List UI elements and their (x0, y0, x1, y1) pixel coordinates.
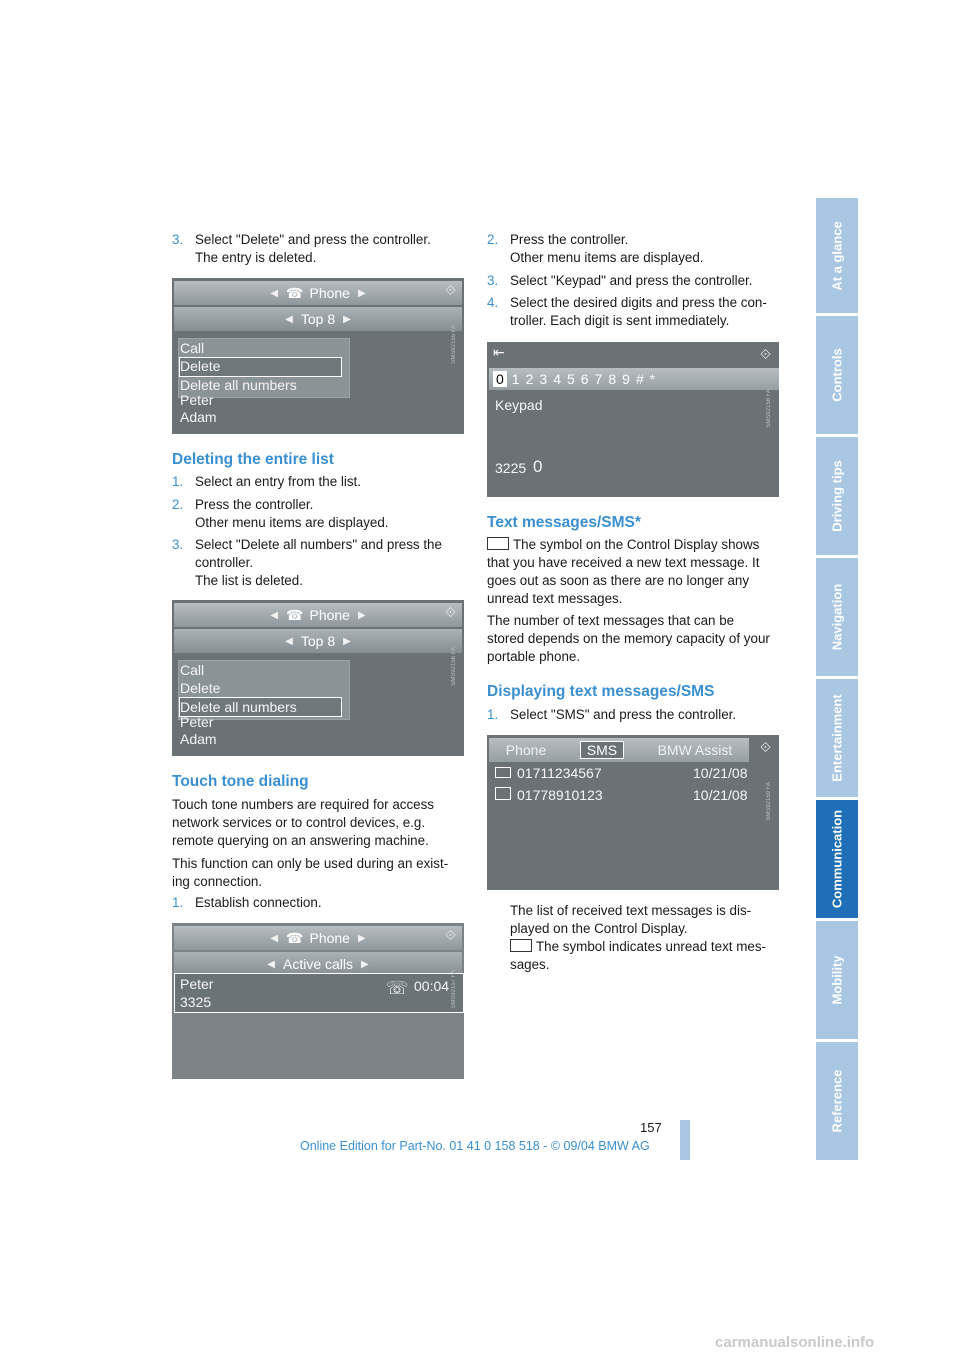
digit-key[interactable]: 7 (594, 371, 603, 387)
digit-key[interactable]: 4 (553, 371, 561, 387)
menu-item-call[interactable]: Call (180, 662, 205, 678)
step-1: 1. Select an entry from the list. (172, 474, 361, 489)
step-2: 2. Press the controller. Other menu items are displayed. (172, 497, 389, 530)
tab-controls[interactable]: Controls (816, 316, 858, 434)
phone-handset-icon: ☎ (286, 606, 304, 623)
step-1: 1. Establish connection. (172, 895, 322, 910)
digit-key[interactable]: 3 (539, 371, 548, 387)
tab-phone[interactable]: Phone (505, 742, 547, 758)
sms-paragraph-1: The symbol on the Control Display shows that you have received a new text message. It goes out as soon as there are no longer any unread text messages. (487, 537, 760, 606)
step-1: 1. Select "SMS" and press the controller. (487, 707, 737, 722)
list-item[interactable]: Peter (180, 392, 214, 408)
screen-sms-list (487, 735, 779, 890)
digit-bar (489, 368, 779, 390)
digit-key[interactable]: 6 (580, 371, 589, 387)
touch-paragraph-1: Touch tone numbers are required for access network services or to control devices, e.g. remote querying on an answering machine. (172, 797, 434, 848)
tab-at-a-glance[interactable]: At a glance (816, 198, 858, 313)
image-code: SMS92156 FA (451, 646, 457, 686)
menu-item-call[interactable]: Call (180, 340, 205, 356)
call-handset-icon: ☏ (386, 978, 409, 998)
menu-item-delete-all[interactable]: Delete all numbers (180, 377, 297, 393)
menu-item-delete[interactable]: Delete (180, 680, 221, 696)
heading-deleting-list: Deleting the entire list (172, 451, 334, 468)
digit-key[interactable]: 9 (622, 371, 630, 387)
sms-message-row[interactable]: 01778910123 (495, 787, 603, 803)
digit-key[interactable]: # (635, 371, 644, 387)
screen-subtitle-bar: ◀ Top 8 ▶ (174, 307, 462, 331)
list-item[interactable]: Adam (180, 731, 217, 747)
digit-key[interactable]: * (649, 371, 656, 387)
sms-date: 10/21/08 (693, 765, 748, 781)
page-marker (680, 1120, 690, 1160)
move-icon: ⟐ (759, 346, 771, 362)
caller-name: Peter (180, 976, 214, 992)
heading-displaying-sms: Displaying text messages/SMS (487, 683, 715, 700)
page-number: 157 (640, 1120, 662, 1135)
screen-subtitle-bar: ◀ Active calls ▶ (174, 952, 462, 976)
step-3: 3. Select "Delete all numbers" and press the controller. The list is deleted. (172, 537, 442, 588)
screen-title-bar: ◀ ☎ Phone ▶ (174, 926, 462, 950)
keypad-label: Keypad (495, 397, 543, 413)
digit-key[interactable]: 1 (511, 371, 520, 387)
heading-text-messages: Text messages/SMS* (487, 514, 641, 531)
screen-delete (172, 278, 464, 434)
tab-entertainment[interactable]: Entertainment (816, 679, 858, 797)
call-timer: 00:04 (414, 978, 450, 994)
envelope-icon (510, 939, 532, 952)
tab-navigation[interactable]: Navigation (816, 558, 858, 676)
tab-reference[interactable]: Reference (816, 1042, 858, 1160)
move-icon: ⟐ (444, 927, 456, 943)
tab-mobility[interactable]: Mobility (816, 921, 858, 1039)
back-icon[interactable]: ⇤ (493, 344, 505, 360)
envelope-icon (495, 767, 511, 778)
digit-key[interactable]: 2 (525, 371, 534, 387)
step-number: 3. (172, 232, 184, 247)
move-icon: ⟐ (759, 739, 771, 755)
digit-cursor: 0 (533, 457, 543, 476)
step-2: 2. Press the controller. Other menu items are displayed. (487, 232, 704, 265)
entered-digits: 3225 (495, 460, 527, 476)
step-3-delete: 3. Select "Delete" and press the controller. The entry is deleted. (172, 232, 431, 265)
tab-communication[interactable]: Communication (816, 800, 858, 918)
menu-item-delete-all[interactable]: Delete all numbers (180, 699, 297, 715)
digit-key[interactable]: 0 (493, 371, 507, 387)
read-message-icon (495, 787, 511, 800)
list-item[interactable]: Adam (180, 409, 217, 425)
footer-edition: Online Edition for Part-No. 01 41 0 158 518 - © 09/04 BMW AG (300, 1139, 650, 1153)
list-item[interactable]: Peter (180, 714, 214, 730)
watermark: carmanualsonline.info (715, 1334, 875, 1351)
screen-keypad (487, 342, 779, 497)
phone-handset-icon: ☎ (286, 284, 304, 301)
touch-paragraph-2: This function can only be used during an exist- ing connection. (172, 856, 449, 889)
heading-touch-tone: Touch tone dialing (172, 773, 309, 790)
screen-active-call (172, 923, 464, 1079)
digit-key[interactable]: 8 (608, 371, 617, 387)
screen-title-bar: ◀ ☎ Phone ▶ (174, 603, 462, 627)
screen-title-bar: ◀ ☎ Phone ▶ (174, 281, 462, 305)
tab-driving-tips[interactable]: Driving tips (816, 437, 858, 555)
move-icon: ⟐ (444, 282, 456, 298)
screen-subtitle-bar: ◀ Top 8 ▶ (174, 629, 462, 653)
image-code: SMS92155 FA (451, 324, 457, 364)
phone-handset-icon: ☎ (286, 929, 304, 946)
image-code: SMS92157 FA (451, 969, 457, 1009)
image-code: SMS92158 FA (766, 388, 772, 428)
sms-paragraph-2: The number of text messages that can be stored depends on the memory capacity of your portable phone. (487, 613, 770, 664)
step-3: 3. Select "Keypad" and press the controller. (487, 273, 753, 288)
move-icon: ⟐ (444, 604, 456, 620)
screen-delete-all (172, 600, 464, 756)
tab-bar (489, 738, 749, 762)
envelope-icon (487, 537, 509, 550)
tab-sms[interactable]: SMS (580, 741, 624, 759)
caller-number: 3325 (180, 994, 212, 1010)
sms-list-description: The list of received text messages is dis- played on the Control Display. The symbol indicates unread text mes- sages. (510, 903, 766, 972)
image-code: SMS92159 FA (766, 781, 772, 821)
menu-item-delete[interactable]: Delete (180, 358, 221, 374)
tab-bmw-assist[interactable]: BMW Assist (657, 742, 733, 758)
sms-date: 10/21/08 (693, 787, 748, 803)
digit-key[interactable]: 5 (566, 371, 575, 387)
sms-message-row[interactable]: 01711234567 (495, 765, 602, 781)
step-4: 4. Select the desired digits and press the con- troller. Each digit is sent immediately. (487, 295, 767, 328)
